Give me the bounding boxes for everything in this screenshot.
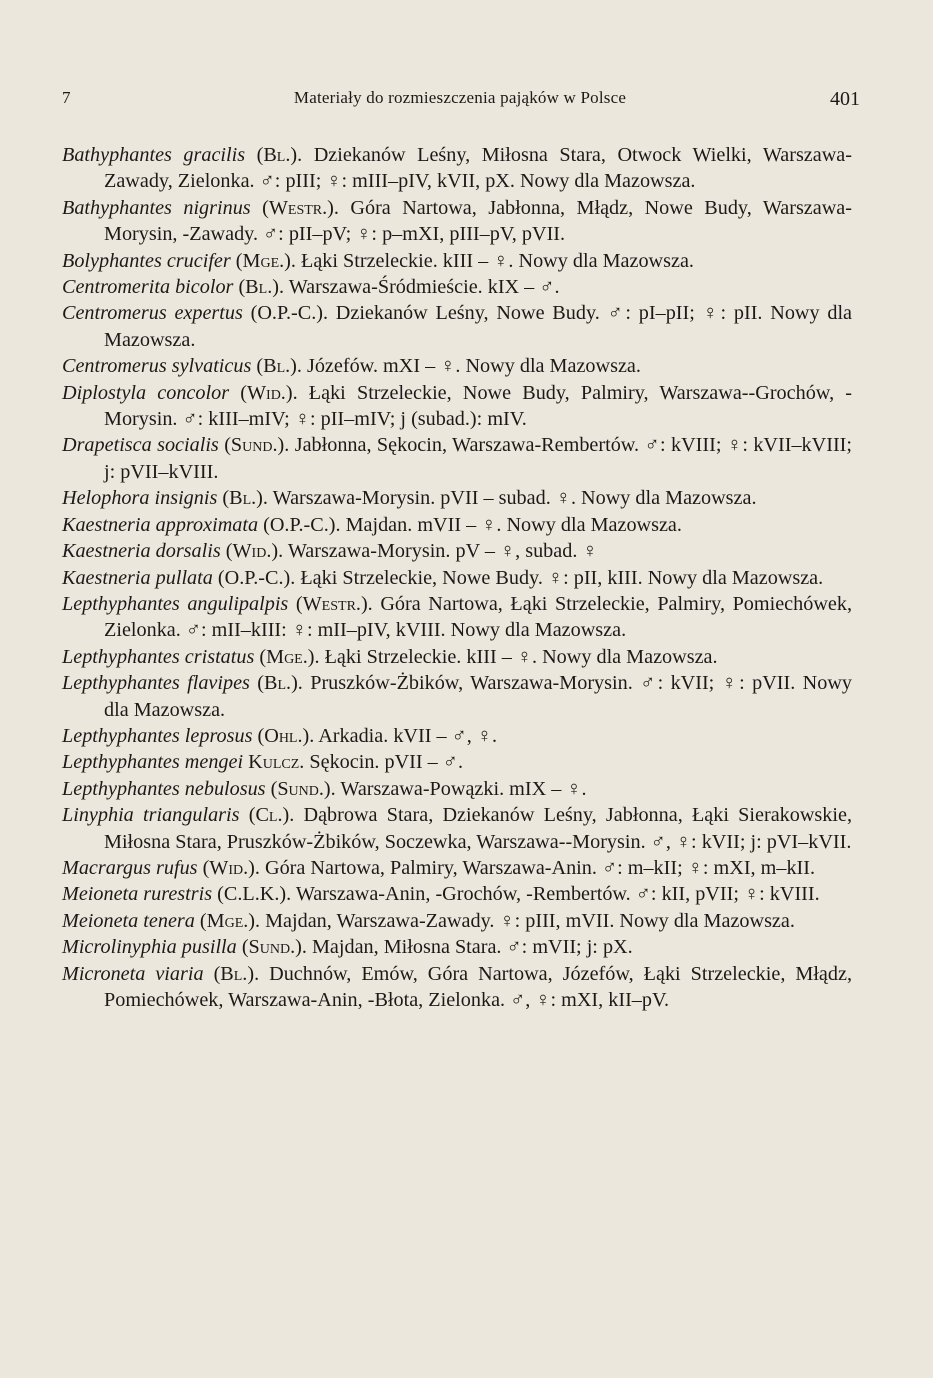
species-author: (O.P.-C.).	[250, 302, 329, 325]
species-details: Pruszków-Żbików, Warszawa-Morysin. ♂: kVII; ♀: pVII. Nowy dla Mazowsza.	[104, 672, 852, 721]
species-name: Diplostyla concolor	[62, 381, 230, 404]
species-name: Meioneta rurestris	[62, 883, 213, 906]
species-details: Duchnów, Emów, Góra Nartowa, Józefów, Łąki Strzeleckie, Młądz, Pomiechówek, Warszawa-Anin, -Błota, Zielonka. ♂, ♀: mXI, kII–pV.	[104, 962, 852, 1011]
species-name: Lepthyphantes mengei	[62, 751, 244, 774]
species-details: Jabłonna, Sękocin, Warszawa-Rembertów. ♂: kVIII; ♀: kVII–kVIII; j: pVII–kVIII.	[104, 434, 852, 483]
species-name: Centromerita bicolor	[62, 276, 234, 299]
species-details: Łąki Strzeleckie. kIII – ♀. Nowy dla Mazowsza.	[319, 645, 718, 668]
species-details: Dziekanów Leśny, Miłosna Stara, Otwock Wielki, Warszawa-Zawady, Zielonka. ♂: pIII; ♀: mIII–pIV, kVII, pX. Nowy dla Mazowsza.	[104, 144, 852, 193]
page-mark: 7	[62, 88, 71, 107]
species-author: (Bl.).	[238, 276, 285, 299]
species-name: Lepthyphantes flavipes	[62, 672, 250, 695]
species-name: Microneta viaria	[62, 962, 204, 985]
species-entry	[62, 248, 852, 274]
species-name: Helophora insignis	[62, 487, 218, 510]
species-name: Bathyphantes gracilis	[62, 144, 246, 166]
species-entry	[62, 855, 852, 881]
species-author: (Cl.).	[248, 804, 295, 827]
species-details: Majdan, Miłosna Stara. ♂: mVII; j: pX.	[306, 936, 633, 959]
species-details: Warszawa-Powązki. mIX – ♀.	[335, 777, 587, 800]
species-author: (Sund.).	[241, 936, 307, 959]
species-entry	[62, 353, 852, 379]
species-author: (Mge.).	[259, 645, 320, 668]
species-details: Łąki Strzeleckie, Nowe Budy. ♀: pII, kIII. Nowy dla Mazowsza.	[295, 566, 824, 589]
species-details: Dziekanów Leśny, Nowe Budy. ♂: pI–pII; ♀: pII. Nowy dla Mazowsza.	[104, 302, 853, 351]
species-details: Majdan. mVII – ♀. Nowy dla Mazowsza.	[340, 513, 682, 536]
species-entry	[62, 934, 852, 960]
species-author: (Bl.).	[213, 962, 260, 985]
species-author: (O.P.-C.).	[217, 566, 296, 589]
species-author: (O.P.-C.).	[263, 513, 341, 536]
species-entry	[62, 512, 852, 538]
species-name: Microlinyphia pusilla	[62, 936, 237, 959]
species-author: (Ohl.).	[257, 724, 315, 747]
species-author: (Sund.).	[270, 777, 336, 800]
species-details: Majdan, Warszawa-Zawady. ♀: pIII, mVII. Nowy dla Mazowsza.	[260, 909, 795, 932]
running-title: Materiały do rozmieszczenia pająków w Polsce	[293, 88, 627, 107]
species-details: Warszawa-Morysin. pV – ♀, subad. ♀	[283, 540, 598, 563]
species-author: (Mge.).	[199, 909, 261, 932]
species-details: Warszawa-Śródmieście. kIX – ♂.	[284, 276, 560, 299]
species-name: Centromerus expertus	[62, 302, 243, 325]
species-details: Dąbrowa Stara, Dziekanów Leśny, Jabłonna, Łąki Sierakowskie, Miłosna Stara, Pruszków-Żbików, Soczewka, Warszawa--Morysin. ♂, ♀: kVII; j: pVI–kVII.	[104, 804, 852, 853]
species-name: Kaestneria dorsalis	[62, 540, 221, 563]
species-details: Warszawa-Anin, -Grochów, -Rembertów. ♂: kII, pVII; ♀: kVIII.	[291, 883, 820, 906]
species-entry	[62, 274, 852, 300]
species-name: Lepthyphantes angulipalpis	[62, 592, 289, 615]
species-name: Bolyphantes crucifer	[62, 249, 231, 272]
species-entry	[62, 142, 852, 195]
species-name: Meioneta tenera	[62, 909, 195, 932]
species-entry	[62, 300, 852, 353]
species-details: Łąki Strzeleckie, Nowe Budy, Palmiry, Warszawa--Grochów, -Morysin. ♂: kIII–mIV; ♀: pII–mIV; j (subad.): mIV.	[104, 381, 853, 431]
species-author: (Bl.).	[222, 487, 268, 510]
species-entry	[62, 961, 852, 1014]
species-entry	[62, 881, 852, 907]
species-author: (Westr.).	[295, 592, 373, 615]
species-name: Lepthyphantes nebulosus	[62, 777, 266, 800]
species-entry	[62, 380, 852, 433]
species-entry	[62, 565, 852, 591]
species-name: Linyphia triangularis	[62, 804, 240, 827]
species-details: Sękocin. pVII – ♂.	[304, 751, 463, 774]
species-author: Kulcz.	[248, 751, 305, 774]
species-name: Drapetisca socialis	[62, 434, 219, 457]
species-entry	[62, 591, 852, 644]
species-name: Centromerus sylvaticus	[62, 355, 252, 378]
species-author: (Wid.).	[202, 856, 260, 879]
species-author: (Wid.).	[240, 381, 298, 404]
species-entry	[62, 670, 852, 723]
species-details: Łąki Strzeleckie. kIII – ♀. Nowy dla Mazowsza.	[295, 249, 694, 272]
species-author: (Wid.).	[225, 540, 284, 563]
page-number: 401	[830, 88, 860, 110]
species-entry	[62, 485, 852, 511]
species-list	[62, 142, 852, 1013]
species-entry	[62, 538, 852, 564]
species-author: (Bl.).	[256, 355, 302, 378]
species-entry	[62, 802, 852, 855]
species-name: Kaestneria approximata	[62, 513, 259, 536]
page-header	[60, 88, 860, 118]
species-entry	[62, 195, 852, 248]
species-name: Lepthyphantes cristatus	[62, 645, 255, 668]
species-details: Góra Nartowa, Palmiry, Warszawa-Anin. ♂: m–kII; ♀: mXI, m–kII.	[259, 856, 816, 879]
species-entry	[62, 908, 852, 934]
species-details: Józefów. mXI – ♀. Nowy dla Mazowsza.	[301, 355, 641, 378]
species-name: Kaestneria pullata	[62, 566, 213, 589]
species-author: (Sund.).	[224, 434, 290, 457]
species-name: Macrargus rufus	[62, 856, 198, 879]
species-author: (Bl.).	[256, 144, 303, 166]
species-author: (Bl.).	[257, 672, 303, 695]
species-details: Warszawa-Morysin. pVII – subad. ♀. Nowy dla Mazowsza.	[267, 487, 757, 510]
species-entry	[62, 776, 852, 802]
species-details: Arkadia. kVII – ♂, ♀.	[314, 724, 498, 747]
species-name: Lepthyphantes leprosus	[62, 724, 253, 747]
species-name: Bathyphantes nigrinus	[62, 196, 251, 219]
species-details: Góra Nartowa, Łąki Strzeleckie, Palmiry, Pomiechówek, Zielonka. ♂: mII–kIII: ♀: mII–pIV, kVIII. Nowy dla Mazowsza.	[104, 592, 853, 642]
species-author: (C.L.K.).	[217, 883, 292, 906]
species-author: (Mge.).	[235, 249, 296, 272]
species-details: Góra Nartowa, Jabłonna, Młądz, Nowe Budy, Warszawa-Morysin, -Zawady. ♂: pII–pV; ♀: p–mXI, pIII–pV, pVII.	[104, 196, 852, 246]
species-entry	[62, 749, 852, 775]
species-entry	[62, 644, 852, 670]
species-author: (Westr.).	[262, 196, 339, 219]
species-entry	[62, 723, 852, 749]
species-entry	[62, 432, 852, 485]
